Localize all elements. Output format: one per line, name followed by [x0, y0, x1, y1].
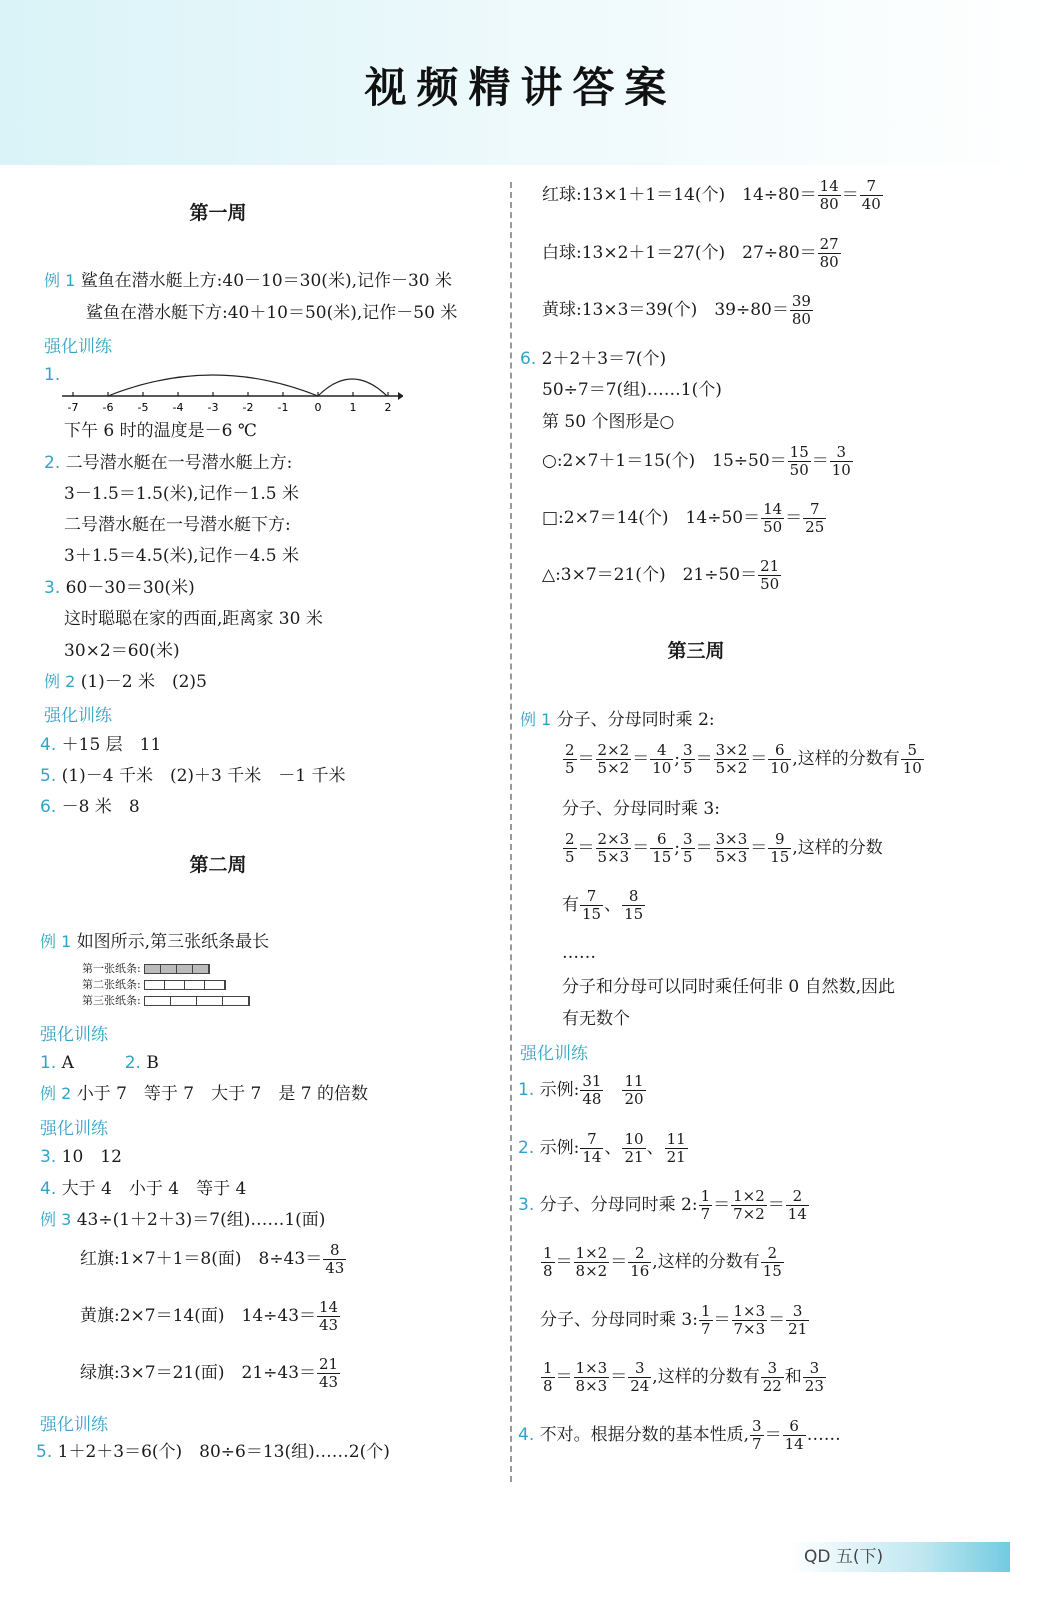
tick-label: -3: [207, 401, 219, 414]
week2-example-3-text: 43÷(1＋2＋3)＝7(组)……1(面): [76, 1210, 326, 1230]
numerator: 14: [319, 1298, 339, 1316]
r-q6: [520, 348, 666, 370]
drill-heading: 强化训练: [40, 1025, 108, 1045]
q3-line-3: 30×2＝60(米): [64, 641, 180, 661]
fraction: [790, 293, 813, 328]
drill-heading: 强化训练: [520, 1044, 588, 1064]
r-q6-line-3: 第 50 个图形是○: [542, 412, 675, 432]
tail-text: ,这样的分数有: [652, 1367, 760, 1387]
drill-heading: 强化训练: [44, 337, 112, 357]
denominator: 43: [319, 1316, 339, 1334]
w2-q1-answer: A: [61, 1053, 74, 1073]
fraction: [788, 444, 811, 479]
q2: [44, 452, 292, 474]
q2-line-4: 3＋1.5＝4.5(米),记作－4.5 米: [64, 546, 299, 566]
w2-q1-q2: [40, 1052, 159, 1074]
q-number: 5.: [36, 1442, 53, 1462]
q6-text: －8 米 8: [61, 797, 140, 817]
numerator: 7: [860, 178, 883, 196]
denominator: 80: [819, 195, 839, 213]
strip-label: 第二张纸条:: [82, 978, 141, 991]
page-title: 视频精讲答案: [364, 63, 677, 112]
fraction: [803, 501, 826, 536]
square-text: □:2×7＝14(个) 14÷50＝: [542, 508, 761, 528]
q-number: 4.: [40, 735, 57, 755]
fraction: [818, 236, 841, 271]
yellow-flag-line: [80, 1299, 341, 1334]
denominator: 10: [831, 461, 851, 479]
w2-q4: [40, 1178, 246, 1200]
denominator: 40: [861, 195, 881, 213]
red-ball-text: 红球:13×1＋1＝14(个) 14÷80＝: [542, 185, 817, 205]
q6: [40, 796, 140, 818]
tick-label: -6: [102, 401, 114, 414]
tick-label: -1: [277, 401, 289, 414]
w3-q4: 4. 不对。根据分数的基本性质, $\frac{3}{7}$ ＝ $\frac{6}{14}$ ……: [518, 1417, 841, 1453]
q-number: 3.: [40, 1147, 57, 1167]
q-number: 1.: [44, 365, 61, 385]
numerator: 27: [819, 235, 839, 253]
week2-example-1: [40, 931, 269, 953]
w3-example-1-equation-1: $\frac{2}{5}$ ＝ $\frac{2\times 2}{5\times 2}$ ＝ $\frac{4}{10}$ ; $\frac{3}{5}$ ＝ $\frac{3\times 2}{5\times 2}$ ＝ $\frac{6}{10}$ ,这样的分数有 $\frac{5}{10}$: [565, 741, 922, 777]
fraction: [860, 178, 883, 213]
w2-q3-text: 10 12: [61, 1147, 122, 1167]
w2-q5: [36, 1441, 390, 1463]
q-number: 6.: [40, 797, 57, 817]
q3-line-2: 这时聪聪在家的西面,距离家 30 米: [64, 609, 323, 629]
q-number: 3.: [44, 578, 61, 598]
fraction: [758, 558, 781, 593]
w3-q1: 1. 示例: $\frac{31}{48}$ $\frac{11}{20}$: [518, 1072, 644, 1108]
q-number: 2.: [124, 1053, 141, 1073]
fraction: [761, 501, 784, 536]
week-2-heading: 第二周: [189, 854, 247, 876]
w3-q3: 3. 分子、分母同时乘 2: $\frac{1}{7}$ ＝ $\frac{1\times 2}{7\times 2}$ ＝ $\frac{2}{14}$: [518, 1187, 807, 1223]
paper-strip-2: [82, 978, 226, 992]
w3-example-1-has: 有 $\frac{7}{15}$ 、 $\frac{8}{15}$: [562, 887, 644, 923]
numerator: 15: [789, 443, 809, 461]
w3-q4-text: 不对。根据分数的基本性质,: [539, 1425, 750, 1445]
w3-q3-line-2: $\frac{1}{8}$ ＝ $\frac{1\times 2}{8\times 2}$ ＝ $\frac{2}{16}$ ,这样的分数有 $\frac{2}{15}$: [543, 1244, 782, 1280]
w3-example-1-line-6: 分子和分母可以同时乘任何非 0 自然数,因此: [562, 977, 896, 997]
circle-line: ○:2×7＋1＝15(个) 15÷50＝ $\frac{15}{50}$ ＝ $\frac{3}{10}$: [542, 443, 851, 479]
drill-heading: 强化训练: [40, 1415, 108, 1435]
tick-label: -5: [137, 401, 149, 414]
q3: [44, 577, 195, 599]
numerator: 14: [763, 500, 783, 518]
tick-label: -4: [172, 401, 184, 414]
q-number: 2.: [518, 1138, 535, 1158]
w2-q3: [40, 1146, 122, 1168]
q-number: 2.: [44, 453, 61, 473]
w3-example-1-line-1: 分子、分母同时乘 2:: [556, 710, 715, 730]
column-divider: [510, 182, 512, 1482]
week2-example-2-text: 小于 7 等于 7 大于 7 是 7 的倍数: [76, 1084, 368, 1104]
triangle-text: △:3×7＝21(个) 21÷50＝: [542, 565, 758, 585]
square-line: □:2×7＝14(个) 14÷50＝ $\frac{14}{50}$ ＝ $\frac{7}{25}$: [542, 500, 825, 536]
q5: [40, 765, 345, 787]
w3-example-1-line-3: 分子、分母同时乘 3:: [562, 799, 720, 819]
numerator: 7: [803, 501, 826, 519]
w2-q2-answer: B: [146, 1053, 159, 1073]
week2-example-3: [40, 1209, 325, 1231]
week-1-heading: 第一周: [189, 202, 247, 224]
denominator: 80: [819, 253, 839, 271]
q-number: 1.: [518, 1080, 535, 1100]
strip-label: 第三张纸条:: [82, 994, 141, 1007]
q-number: 5.: [40, 766, 57, 786]
fraction: [317, 1356, 340, 1391]
numerator: 8: [323, 1242, 346, 1260]
q-number: 4.: [518, 1425, 535, 1445]
fraction: [830, 444, 853, 479]
q-number: 3.: [518, 1195, 535, 1215]
example-tag: 例 2: [44, 672, 76, 691]
numerator: 21: [760, 557, 780, 575]
green-flag-text: 绿旗:3×7＝21(面) 21÷43＝: [80, 1363, 317, 1383]
example-tag: 例 1: [520, 710, 552, 729]
example-tag: 例 3: [40, 1210, 72, 1229]
tick-label: 2: [384, 401, 392, 414]
ellipsis: ……: [562, 943, 596, 963]
tick-label: -7: [67, 401, 79, 414]
w3-q3-line-4: $\frac{1}{8}$ ＝ $\frac{1\times 3}{8\times 3}$ ＝ $\frac{3}{24}$ ,这样的分数有 $\frac{3}{22}$ 和 $\frac{3}{23}$: [543, 1359, 824, 1395]
denominator: 50: [789, 461, 809, 479]
strip-bar: [144, 980, 226, 990]
w3-q1-text: 示例:: [539, 1080, 580, 1100]
fraction: [317, 1299, 340, 1334]
w3-q3-line-1: 分子、分母同时乘 2:: [539, 1195, 698, 1215]
and-text: 和: [784, 1367, 802, 1387]
w3-q3-line-3-text: 分子、分母同时乘 3:: [540, 1310, 698, 1330]
numerator: 21: [319, 1355, 339, 1373]
r-q6-line-2: 50÷7＝7(组)……1(个): [542, 380, 722, 400]
tail-text: ,这样的分数: [792, 838, 883, 858]
tail-text: ,这样的分数有: [652, 1252, 760, 1272]
q3-line-1: 60－30＝30(米): [65, 578, 195, 598]
number-line-arrow: [398, 392, 403, 400]
white-ball-line: [542, 236, 842, 271]
yellow-flag-text: 黄旗:2×7＝14(面) 14÷43＝: [80, 1306, 317, 1326]
week2-example-1-text: 如图所示,第三张纸条最长: [76, 932, 270, 952]
denominator: 50: [760, 575, 780, 593]
q2-line-1: 二号潜水艇在一号潜水艇上方:: [65, 453, 293, 473]
example-1: [44, 270, 452, 292]
tail-text: ,这样的分数有: [792, 749, 900, 769]
example-tag: 例 1: [44, 271, 76, 290]
red-flag-text: 红旗:1×7＋1＝8(面) 8÷43＝: [80, 1249, 323, 1269]
tick-label: -2: [242, 401, 254, 414]
q1-answer: 下午 6 时的温度是－6 ℃: [64, 421, 257, 441]
w3-example-1: [520, 709, 715, 731]
white-ball-text: 白球:13×2＋1＝27(个) 27÷80＝: [542, 243, 817, 263]
strip-bar: [144, 996, 250, 1006]
example-2: [44, 671, 207, 693]
q-number: 1.: [40, 1053, 57, 1073]
numerator: 14: [819, 177, 839, 195]
tick-label: 0: [314, 401, 322, 414]
red-flag-line: [80, 1242, 347, 1277]
denominator: 50: [763, 518, 783, 536]
q-number: 4.: [40, 1179, 57, 1199]
q4: [40, 734, 161, 756]
q5-text: (1)－4 千米 (2)＋3 千米 －1 千米: [61, 766, 346, 786]
example-2-text: (1)－2 米 (2)5: [80, 672, 207, 692]
denominator: 43: [319, 1373, 339, 1391]
numerator: 39: [791, 292, 811, 310]
yellow-ball-text: 黄球:13×3＝39(个) 39÷80＝: [542, 300, 789, 320]
q4-text: ＋15 层 11: [61, 735, 162, 755]
circle-text: ○:2×7＋1＝15(个) 15÷50＝: [542, 451, 787, 471]
drill-heading: 强化训练: [40, 1119, 108, 1139]
example-1-line-2: 鲨鱼在潜水艇下方:40＋10＝50(米),记作－50 米: [86, 303, 458, 323]
yellow-ball-line: [542, 293, 814, 328]
numerator: 3: [830, 444, 853, 462]
q-number: 6.: [520, 349, 537, 369]
q2-line-2: 3－1.5＝1.5(米),记作－1.5 米: [64, 484, 299, 504]
red-ball-line: 红球:13×1＋1＝14(个) 14÷80＝ $\frac{14}{80}$ ＝ $\frac{7}{40}$: [542, 177, 881, 213]
w3-example-1-line-7: 有无数个: [562, 1009, 630, 1029]
paper-strip-3: [82, 994, 250, 1008]
denominator: 43: [325, 1259, 345, 1277]
example-tag: 例 2: [40, 1084, 72, 1103]
has-text: 有: [562, 895, 579, 915]
strip-bar: [144, 964, 210, 974]
strip-label: 第一张纸条:: [82, 962, 141, 975]
denominator: 25: [805, 518, 825, 536]
q2-line-3: 二号潜水艇在一号潜水艇下方:: [64, 515, 291, 535]
denominator: 80: [791, 310, 811, 328]
w3-q2-text: 示例:: [539, 1138, 580, 1158]
w2-q5-text: 1＋2＋3＝6(个) 80÷6＝13(组)……2(个): [57, 1442, 390, 1462]
footer-grade-tag: QD 五(下): [790, 1542, 1010, 1572]
example-tag: 例 1: [40, 932, 72, 951]
w2-q4-text: 大于 4 小于 4 等于 4: [61, 1179, 247, 1199]
triangle-line: [542, 558, 782, 593]
week-3-heading: 第三周: [667, 640, 725, 662]
w3-example-1-equation-2: $\frac{2}{5}$ ＝ $\frac{2\times 3}{5\times 3}$ ＝ $\frac{6}{15}$ ; $\frac{3}{5}$ ＝ $\frac{3\times 3}{5\times 3}$ ＝ $\frac{9}{15}$ ,这样的分数: [565, 830, 883, 866]
r-q6-line-1: 2＋2＋3＝7(个): [541, 349, 667, 369]
tick-label: 1: [349, 401, 357, 414]
w3-q3-line-3: 分子、分母同时乘 3: $\frac{1}{7}$ ＝ $\frac{1\times 3}{7\times 3}$ ＝ $\frac{3}{21}$: [540, 1302, 808, 1338]
ellipsis: ……: [806, 1425, 841, 1445]
drill-heading: 强化训练: [44, 706, 112, 726]
fraction: [323, 1242, 346, 1277]
green-flag-line: [80, 1356, 341, 1391]
example-1-line-1: 鲨鱼在潜水艇上方:40－10＝30(米),记作－30 米: [80, 271, 453, 291]
number-line: [58, 362, 403, 414]
week2-example-2: [40, 1083, 368, 1105]
fraction: [818, 178, 841, 213]
paper-strip-1: [82, 962, 210, 976]
w3-q2: 2. 示例: $\frac{7}{14}$ 、 $\frac{10}{21}$ 、 $\frac{11}{21}$: [518, 1130, 686, 1166]
